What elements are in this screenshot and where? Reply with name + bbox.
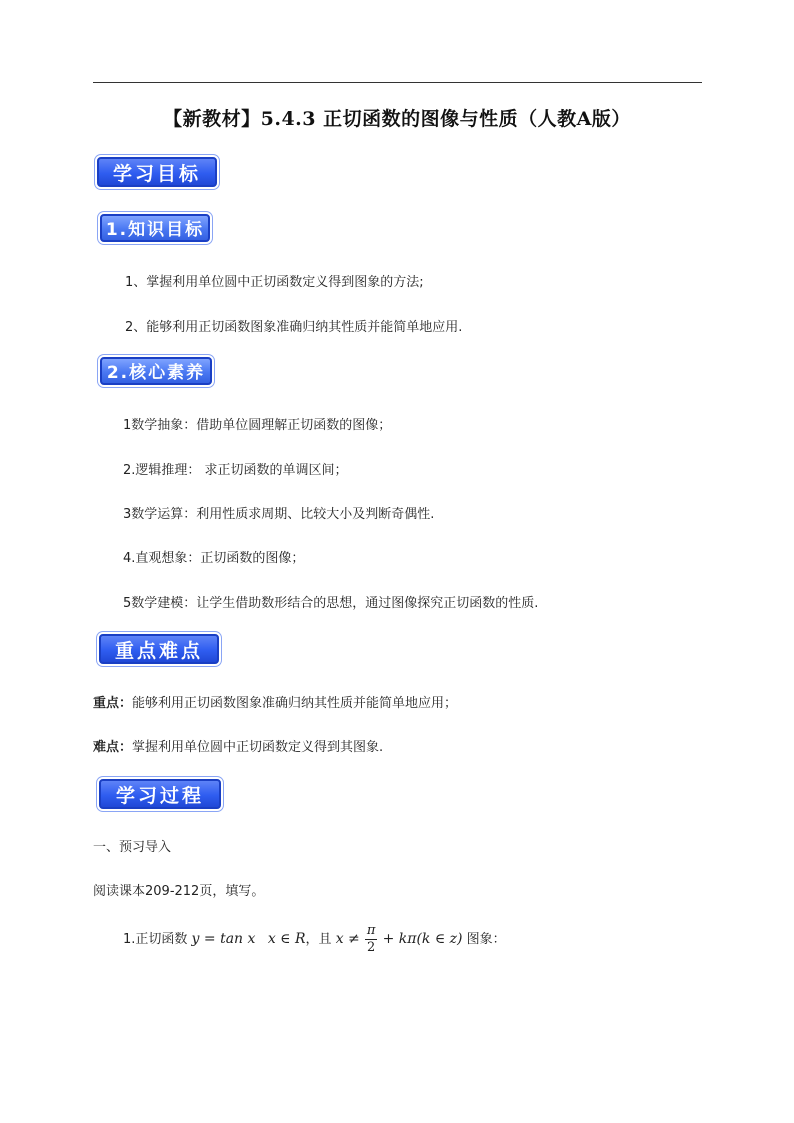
tangent-prefix: 1.正切函数 — [123, 932, 188, 947]
difficulty-point-text: 掌握利用单位圆中正切函数定义得到其图象. — [132, 740, 384, 755]
difficulty-point — [93, 736, 383, 755]
learning-goals-badge: 学习目标 — [97, 157, 217, 187]
tangent-condition-right: + kπ(k ∈ z) — [382, 931, 463, 947]
knowledge-item-1: 1、掌握利用单位圆中正切函数定义得到图象的方法; — [125, 275, 424, 290]
reading-instruction: 阅读课本209-212页，填写。 — [93, 884, 265, 899]
header-rule — [93, 82, 702, 83]
key-point — [93, 692, 457, 711]
literacy-item-1: 1数学抽象：借助单位圆理解正切函数的图像； — [123, 418, 392, 433]
key-difficulty-badge: 重点难点 — [99, 634, 219, 664]
fraction-numerator: π — [366, 923, 376, 938]
pi-over-two-fraction — [365, 923, 378, 956]
knowledge-item-2: 2、能够利用正切函数图象准确归纳其性质并能简单地应用. — [125, 320, 463, 335]
tangent-formula: y = tan x — [191, 931, 256, 947]
preview-heading: 一、预习导入 — [93, 840, 172, 855]
tangent-definition-line — [123, 918, 506, 960]
key-point-label: 重点： — [93, 696, 133, 711]
core-literacy-badge: 2.核心素养 — [100, 357, 212, 385]
literacy-item-4: 4.直观想象：正切函数的图像； — [123, 551, 305, 566]
literacy-item-5: 5数学建模：让学生借助数形结合的思想，通过图像探究正切函数的性质. — [123, 596, 539, 611]
document-title: 【新教材】5.4.3 正切函数的图像与性质（人教A版） — [163, 108, 631, 130]
knowledge-goals-badge: 1.知识目标 — [100, 214, 210, 242]
literacy-item-3: 3数学运算：利用性质求周期、比较大小及判断奇偶性. — [123, 507, 435, 522]
tangent-connector: ，且 — [305, 932, 332, 947]
key-point-text: 能够利用正切函数图象准确归纳其性质并能简单地应用； — [132, 696, 458, 711]
tangent-domain: x ∈ R — [267, 931, 306, 947]
fraction-denominator: 2 — [367, 940, 376, 955]
difficulty-point-label: 难点： — [93, 740, 133, 755]
learning-process-badge: 学习过程 — [99, 779, 221, 809]
tangent-condition-left: x ≠ — [335, 931, 360, 947]
literacy-item-2: 2.逻辑推理： 求正切函数的单调区间； — [123, 463, 348, 478]
tangent-suffix: 图象： — [466, 932, 506, 947]
